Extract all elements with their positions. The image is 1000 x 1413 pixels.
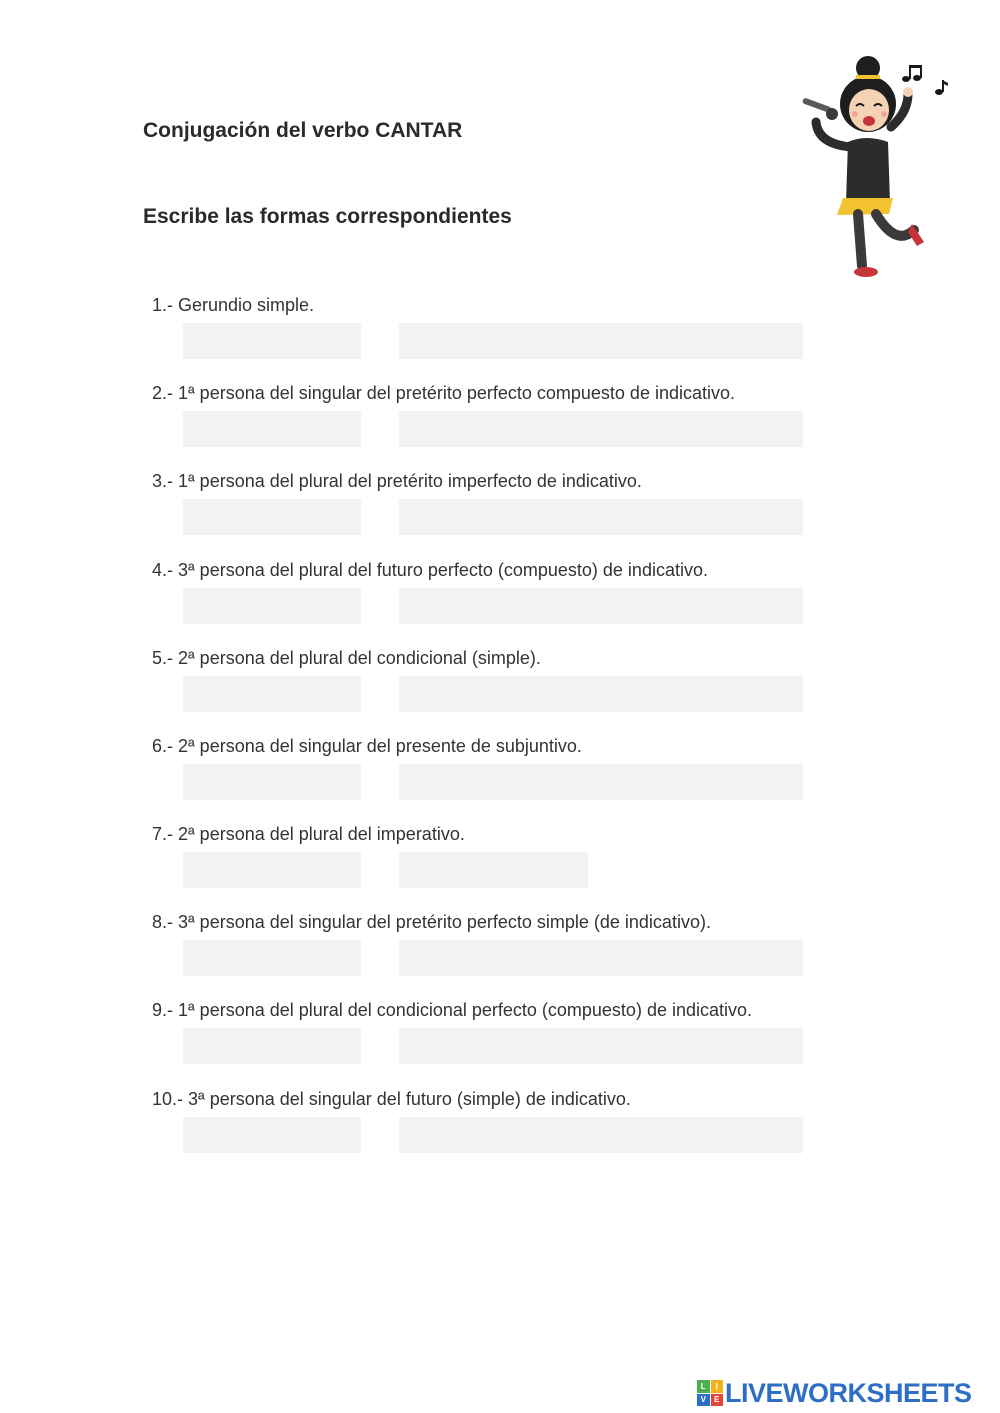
question-prompt: 3.- 1ª persona del plural del pretérito imperfecto de indicativo. [152,471,642,491]
question-prompt: 8.- 3ª persona del singular del pretérito perfecto simple (de indicativo). [152,912,711,932]
logo-mark-letter: L [697,1380,710,1393]
question-6 [152,736,872,816]
page-title: Conjugación del verbo CANTAR [143,119,463,142]
answer-box-9a[interactable] [183,1028,361,1064]
question-prompt: 2.- 1ª persona del singular del pretérito perfecto compuesto de indicativo. [152,383,735,403]
question-prompt: 6.- 2ª persona del singular del presente de subjuntivo. [152,736,582,756]
logo-mark-letter: E [711,1394,724,1407]
question-prompt: 1.- Gerundio simple. [152,295,315,315]
question-prompt: 4.- 3ª persona del plural del futuro perfecto (compuesto) de indicativo. [152,560,708,580]
answer-box-3b[interactable] [399,499,803,535]
answer-box-4b[interactable] [399,588,803,624]
question-prompt: 7.- 2ª persona del plural del imperativo. [152,824,465,844]
question-5 [152,648,872,728]
answer-box-6a[interactable] [183,764,361,800]
question-3 [152,471,872,551]
liveworksheets-logo [697,1376,972,1410]
answer-box-10a[interactable] [183,1117,361,1153]
singer-illustration [796,52,956,284]
answer-box-7a[interactable] [183,852,361,888]
answer-box-1a[interactable] [183,323,361,359]
logo-mark-letter: V [697,1394,710,1407]
instructions-heading: Escribe las formas correspondientes [143,205,512,228]
answer-box-5a[interactable] [183,676,361,712]
answer-box-8a[interactable] [183,940,361,976]
question-10 [152,1089,872,1169]
question-1 [152,295,872,375]
answer-box-5b[interactable] [399,676,803,712]
logo-text: LIVEWORKSHEETS [725,1377,972,1408]
answer-box-6b[interactable] [399,764,803,800]
liveworksheets-mark-icon [697,1380,723,1406]
question-7 [152,824,872,904]
question-4 [152,560,872,640]
answer-box-10b[interactable] [399,1117,803,1153]
answer-box-3a[interactable] [183,499,361,535]
question-prompt: 5.- 2ª persona del plural del condicional (simple). [152,648,541,668]
question-2 [152,383,872,463]
answer-box-9b[interactable] [399,1028,803,1064]
question-8 [152,912,872,992]
answer-box-2b[interactable] [399,411,803,447]
question-prompt: 9.- 1ª persona del plural del condicional perfecto (compuesto) de indicativo. [152,1000,753,1020]
answer-box-8b[interactable] [399,940,803,976]
answer-box-7b[interactable] [399,852,588,888]
logo-mark-letter: I [711,1380,724,1393]
question-9 [152,1000,872,1080]
answer-box-4a[interactable] [183,588,361,624]
answer-box-1b[interactable] [399,323,803,359]
question-prompt: 10.- 3ª persona del singular del futuro (simple) de indicativo. [152,1089,631,1109]
answer-box-2a[interactable] [183,411,361,447]
